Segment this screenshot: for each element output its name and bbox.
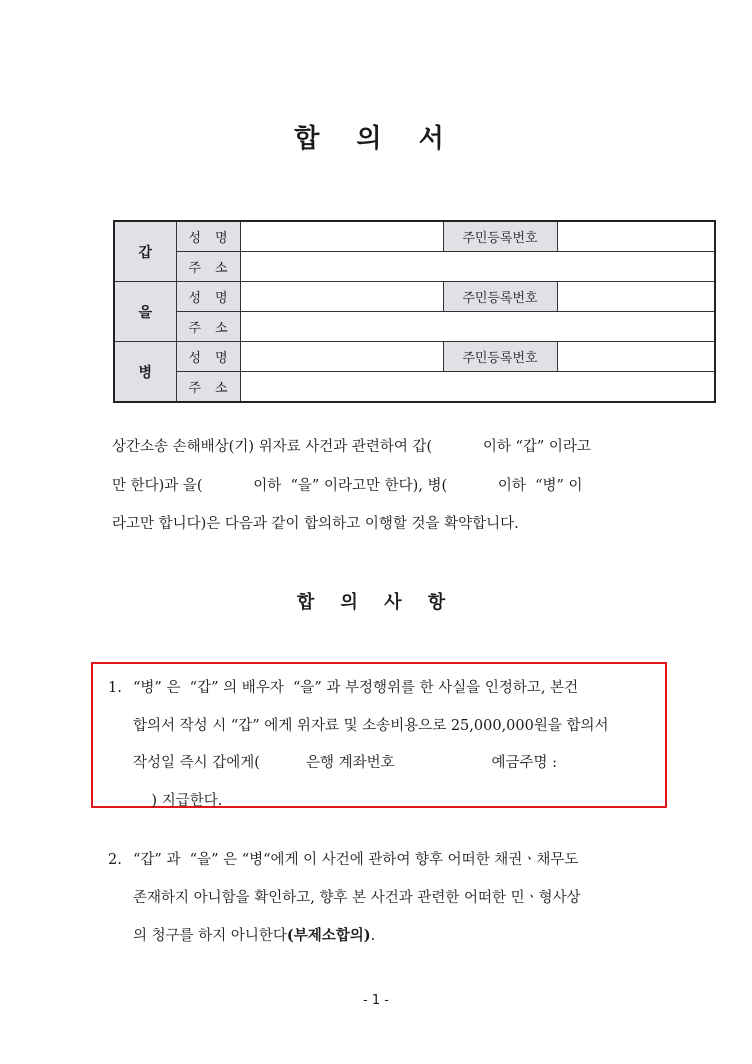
name-label: 성 명 <box>176 221 240 252</box>
name-label: 성 명 <box>176 342 240 372</box>
item-1-line: 합의서 작성 시 “갑” 에게 위자료 및 소송비용으로 25,000,000원을 합의서 <box>133 717 609 734</box>
address-value-gap <box>240 252 715 282</box>
item-2-number: 2. <box>108 852 122 868</box>
no-suit-agreement: (부제소합의) <box>286 927 371 944</box>
party-label-gap: 갑 <box>114 221 176 282</box>
party-label-eul: 을 <box>114 282 176 342</box>
item-2-line: “갑” 과 “을” 은 “병“에게 이 사건에 관하여 향후 어떠한 채권ㆍ채무도 <box>133 852 579 868</box>
party-byeong-name-row <box>114 342 715 372</box>
reg-number-label: 주민등록번호 <box>443 282 557 312</box>
reg-number-value-byeong <box>557 342 715 372</box>
item-2-ending: . <box>370 928 376 944</box>
intro-paragraph <box>112 428 664 544</box>
party-eul-address-row <box>114 312 715 342</box>
party-gap-address-row <box>114 252 715 282</box>
parties-table <box>113 220 716 403</box>
name-value-eul <box>240 282 443 312</box>
reg-number-label: 주민등록번호 <box>443 221 557 252</box>
name-value-byeong <box>240 342 443 372</box>
address-label: 주 소 <box>176 312 240 342</box>
item-2-text <box>133 842 653 956</box>
item-1-line: 작성일 즉시 갑에게( 은행 계좌번호 예금주명 : <box>133 755 557 771</box>
address-label: 주 소 <box>176 372 240 403</box>
party-label-byeong: 병 <box>114 342 176 403</box>
item-1-number: 1. <box>108 680 122 696</box>
party-byeong-address-row <box>114 372 715 403</box>
party-gap-name-row <box>114 221 715 252</box>
item-1-line: ) 지급한다. <box>133 792 223 809</box>
reg-number-value-eul <box>557 282 715 312</box>
item-2-line: 존재하지 아니함을 확인하고, 향후 본 사건과 관련한 어떠한 민ㆍ형사상 <box>133 889 581 906</box>
intro-line: 만 한다)과 을( 이하 “을” 이라고만 한다), 병( 이하 “병” 이 <box>112 477 583 494</box>
item-1-text <box>133 670 653 820</box>
address-value-eul <box>240 312 715 342</box>
item-1-line: “병” 은 “갑” 의 배우자 “을” 과 부정행위를 한 사실을 인정하고, 본건 <box>133 680 579 696</box>
reg-number-value-gap <box>557 221 715 252</box>
intro-line: 상간소송 손해배상(기) 위자료 사건과 관련하여 갑( 이하 “갑” 이라고 <box>112 439 591 455</box>
document-title: 합 의 서 <box>294 124 458 154</box>
page-number: - 1 - <box>363 993 389 1008</box>
name-value-gap <box>240 221 443 252</box>
reg-number-label: 주민등록번호 <box>443 342 557 372</box>
address-label: 주 소 <box>176 252 240 282</box>
address-value-byeong <box>240 372 715 403</box>
name-label: 성 명 <box>176 282 240 312</box>
party-eul-name-row <box>114 282 715 312</box>
item-2-line: 의 청구를 하지 아니한다 <box>133 928 287 944</box>
intro-line: 라고만 합니다)은 다음과 같이 합의하고 이행할 것을 확약합니다. <box>112 516 519 532</box>
item-2-last-line <box>133 917 653 956</box>
section-title: 합 의 사 항 <box>296 592 456 613</box>
